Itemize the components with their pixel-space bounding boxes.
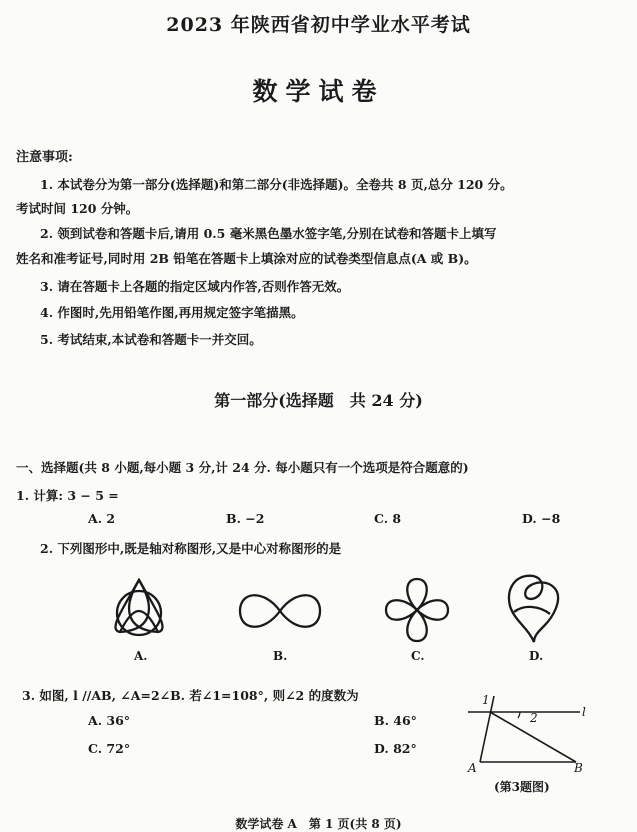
q3-stem: 3. 如图, l //AB, ∠A=2∠B. 若∠1=108°, 则∠2 的度数为 [22, 688, 359, 703]
triquetra-figure [104, 574, 174, 644]
q2-label-a: A. [134, 649, 148, 663]
label-point-a: A [468, 761, 477, 775]
label-point-b: B [574, 761, 583, 775]
q3-geometry-figure [460, 690, 590, 776]
q3-option-b: B. 46° [374, 713, 417, 728]
q2-label-d: D. [529, 649, 544, 663]
section-title: 第一部分(选择题 共 24 分) [214, 391, 423, 410]
q2-stem: 2. 下列图形中,既是轴对称图形,又是中心对称图形的是 [40, 541, 342, 556]
q1-option-a: A. 2 [88, 511, 116, 526]
q1-stem: 1. 计算: 3 − 5 = [16, 488, 119, 503]
q3-option-d: D. 82° [374, 741, 417, 756]
q3-option-c: C. 72° [88, 741, 131, 756]
page-footer: 数学试卷 A 第 1 页(共 8 页) [235, 817, 402, 831]
knot-figure [500, 570, 566, 646]
subject-title: 数学试卷 [252, 77, 385, 106]
notice-line-7: 5. 考试结束,本试卷和答题卡一并交回。 [40, 332, 262, 347]
q2-label-b: B. [273, 649, 288, 663]
q1-option-b: B. −2 [226, 511, 265, 526]
notice-line-2: 考试时间 120 分钟。 [16, 201, 139, 216]
q1-option-c: C. 8 [374, 511, 402, 526]
notice-line-4: 姓名和准考证号,同时用 2B 铅笔在答题卡上填涂对应的试卷类型信息点(A 或 B)。 [16, 251, 477, 266]
label-angle-2: 2 [530, 711, 538, 725]
label-line-l: l [582, 705, 586, 719]
q2-label-c: C. [411, 649, 425, 663]
four-leaf-figure [382, 575, 452, 645]
part-heading: 一、选择题(共 8 小题,每小题 3 分,计 24 分. 每小题只有一个选项是符合题意的) [16, 460, 469, 475]
q3-option-a: A. 36° [88, 713, 131, 728]
notice-heading: 注意事项: [16, 150, 73, 165]
notice-line-3: 2. 领到试卷和答题卡后,请用 0.5 毫米黑色墨水签字笔,分别在试卷和答题卡上填写 [40, 226, 497, 241]
q1-option-d: D. −8 [522, 511, 561, 526]
notice-line-1: 1. 本试卷分为第一部分(选择题)和第二部分(非选择题)。全卷共 8 页,总分 120 分。 [40, 177, 513, 192]
infinity-figure [234, 585, 326, 637]
q3-figure-caption: (第3题图) [494, 780, 550, 794]
notice-line-5: 3. 请在答题卡上各题的指定区域内作答,否则作答无效。 [40, 279, 350, 294]
exam-title: 2023 年陕西省初中学业水平考试 [166, 14, 471, 36]
notice-line-6: 4. 作图时,先用铅笔作图,再用规定签字笔描黑。 [40, 305, 304, 320]
label-angle-1: 1 [482, 693, 490, 707]
